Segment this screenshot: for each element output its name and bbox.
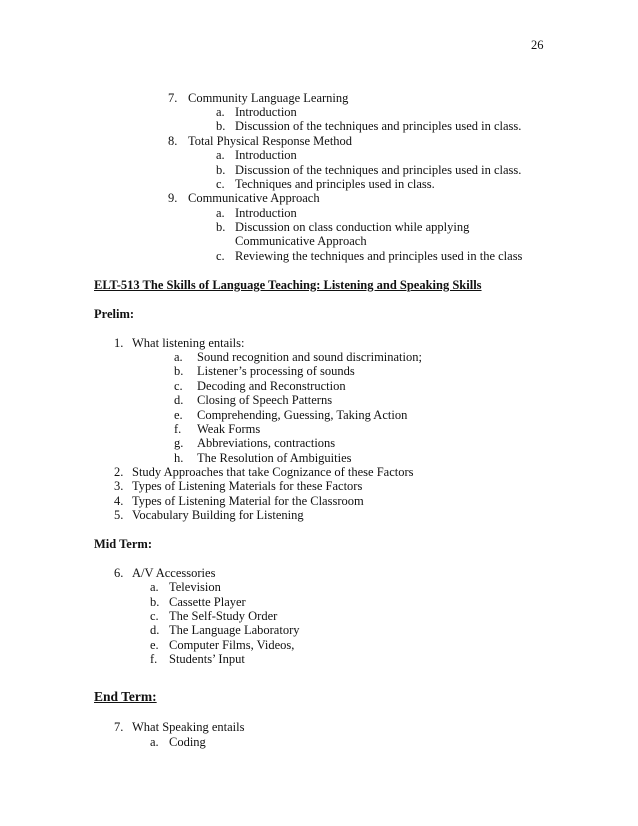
sub-item-letter: e. — [150, 638, 159, 652]
sub-item-text: Sound recognition and sound discrimination; — [197, 350, 422, 364]
list-item-text: Study Approaches that take Cognizance of these Factors — [132, 465, 414, 479]
sub-item-text: Discussion of the techniques and principles used in class. — [235, 163, 522, 177]
sub-item-letter: b. — [150, 595, 160, 609]
sub-item-letter: e. — [174, 408, 183, 422]
sub-item-text: Cassette Player — [169, 595, 246, 609]
sub-item-letter: f. — [150, 652, 158, 666]
list-item-text: Types of Listening Materials for these Factors — [132, 479, 363, 493]
sub-item-text: Introduction — [235, 105, 297, 119]
sub-item-letter: h. — [174, 451, 184, 465]
list-item-number: 2. — [114, 465, 124, 479]
sub-item-text-continued: Communicative Approach — [235, 234, 367, 248]
prelim-heading: Prelim: — [94, 307, 135, 321]
endterm-heading: End Term: — [94, 689, 157, 704]
sub-item-text: Introduction — [235, 148, 297, 162]
sub-item-letter: b. — [216, 220, 226, 234]
sub-item-text: Introduction — [235, 206, 297, 220]
course-title: ELT-513 The Skills of Language Teaching: Listening and Speaking Skills — [94, 278, 482, 292]
sub-item-letter: c. — [174, 379, 183, 393]
list-item-number: 7. — [168, 91, 178, 105]
sub-item-text: Techniques and principles used in class. — [235, 177, 435, 191]
sub-item-text: Television — [169, 580, 221, 594]
list-item-number: 3. — [114, 479, 124, 493]
list-item-text: Total Physical Response Method — [188, 134, 353, 148]
list-item-number: 7. — [114, 720, 124, 734]
sub-item-text: Listener’s processing of sounds — [197, 364, 355, 378]
list-item-text: Types of Listening Material for the Classroom — [132, 494, 364, 508]
sub-item-text: Discussion on class conduction while applying — [235, 220, 470, 234]
list-item-number: 6. — [114, 566, 124, 580]
sub-item-text: Abbreviations, contractions — [197, 436, 336, 450]
sub-item-letter: f. — [174, 422, 182, 436]
sub-item-text: Decoding and Reconstruction — [197, 379, 346, 393]
sub-item-text: Reviewing the techniques and principles used in the class — [235, 249, 523, 263]
list-item-text: What Speaking entails — [132, 720, 245, 734]
list-item-text: What listening entails: — [132, 336, 245, 350]
sub-item-text: Students’ Input — [169, 652, 245, 666]
list-item-number: 4. — [114, 494, 124, 508]
list-item-text: Vocabulary Building for Listening — [132, 508, 304, 522]
sub-item-text: Closing of Speech Patterns — [197, 393, 333, 407]
list-item-number: 9. — [168, 191, 178, 205]
list-item-number: 5. — [114, 508, 124, 522]
sub-item-text: The Self-Study Order — [169, 609, 278, 623]
list-item-number: 1. — [114, 336, 124, 350]
page-number: 26 — [531, 38, 544, 52]
midterm-heading: Mid Term: — [94, 537, 152, 551]
sub-item-letter: a. — [216, 206, 225, 220]
sub-item-letter: a. — [150, 735, 159, 749]
sub-item-text: Computer Films, Videos, — [169, 638, 295, 652]
sub-item-text: Weak Forms — [197, 422, 261, 436]
sub-item-letter: b. — [216, 163, 226, 177]
sub-item-letter: b. — [216, 119, 226, 133]
list-item-text: Communicative Approach — [188, 191, 320, 205]
list-item-text: Community Language Learning — [188, 91, 349, 105]
sub-item-letter: a. — [216, 105, 225, 119]
list-item-text: A/V Accessories — [132, 566, 216, 580]
sub-item-letter: d. — [150, 623, 160, 637]
list-item-number: 8. — [168, 134, 178, 148]
sub-item-letter: c. — [216, 249, 225, 263]
sub-item-text: The Language Laboratory — [169, 623, 300, 637]
sub-item-text: Discussion of the techniques and principles used in class. — [235, 119, 522, 133]
sub-item-text: The Resolution of Ambiguities — [197, 451, 352, 465]
sub-item-letter: c. — [150, 609, 159, 623]
sub-item-letter: a. — [216, 148, 225, 162]
sub-item-text: Coding — [169, 735, 206, 749]
sub-item-letter: d. — [174, 393, 184, 407]
sub-item-letter: a. — [150, 580, 159, 594]
sub-item-text: Comprehending, Guessing, Taking Action — [197, 408, 408, 422]
sub-item-letter: g. — [174, 436, 184, 450]
sub-item-letter: c. — [216, 177, 225, 191]
sub-item-letter: b. — [174, 364, 184, 378]
sub-item-letter: a. — [174, 350, 183, 364]
